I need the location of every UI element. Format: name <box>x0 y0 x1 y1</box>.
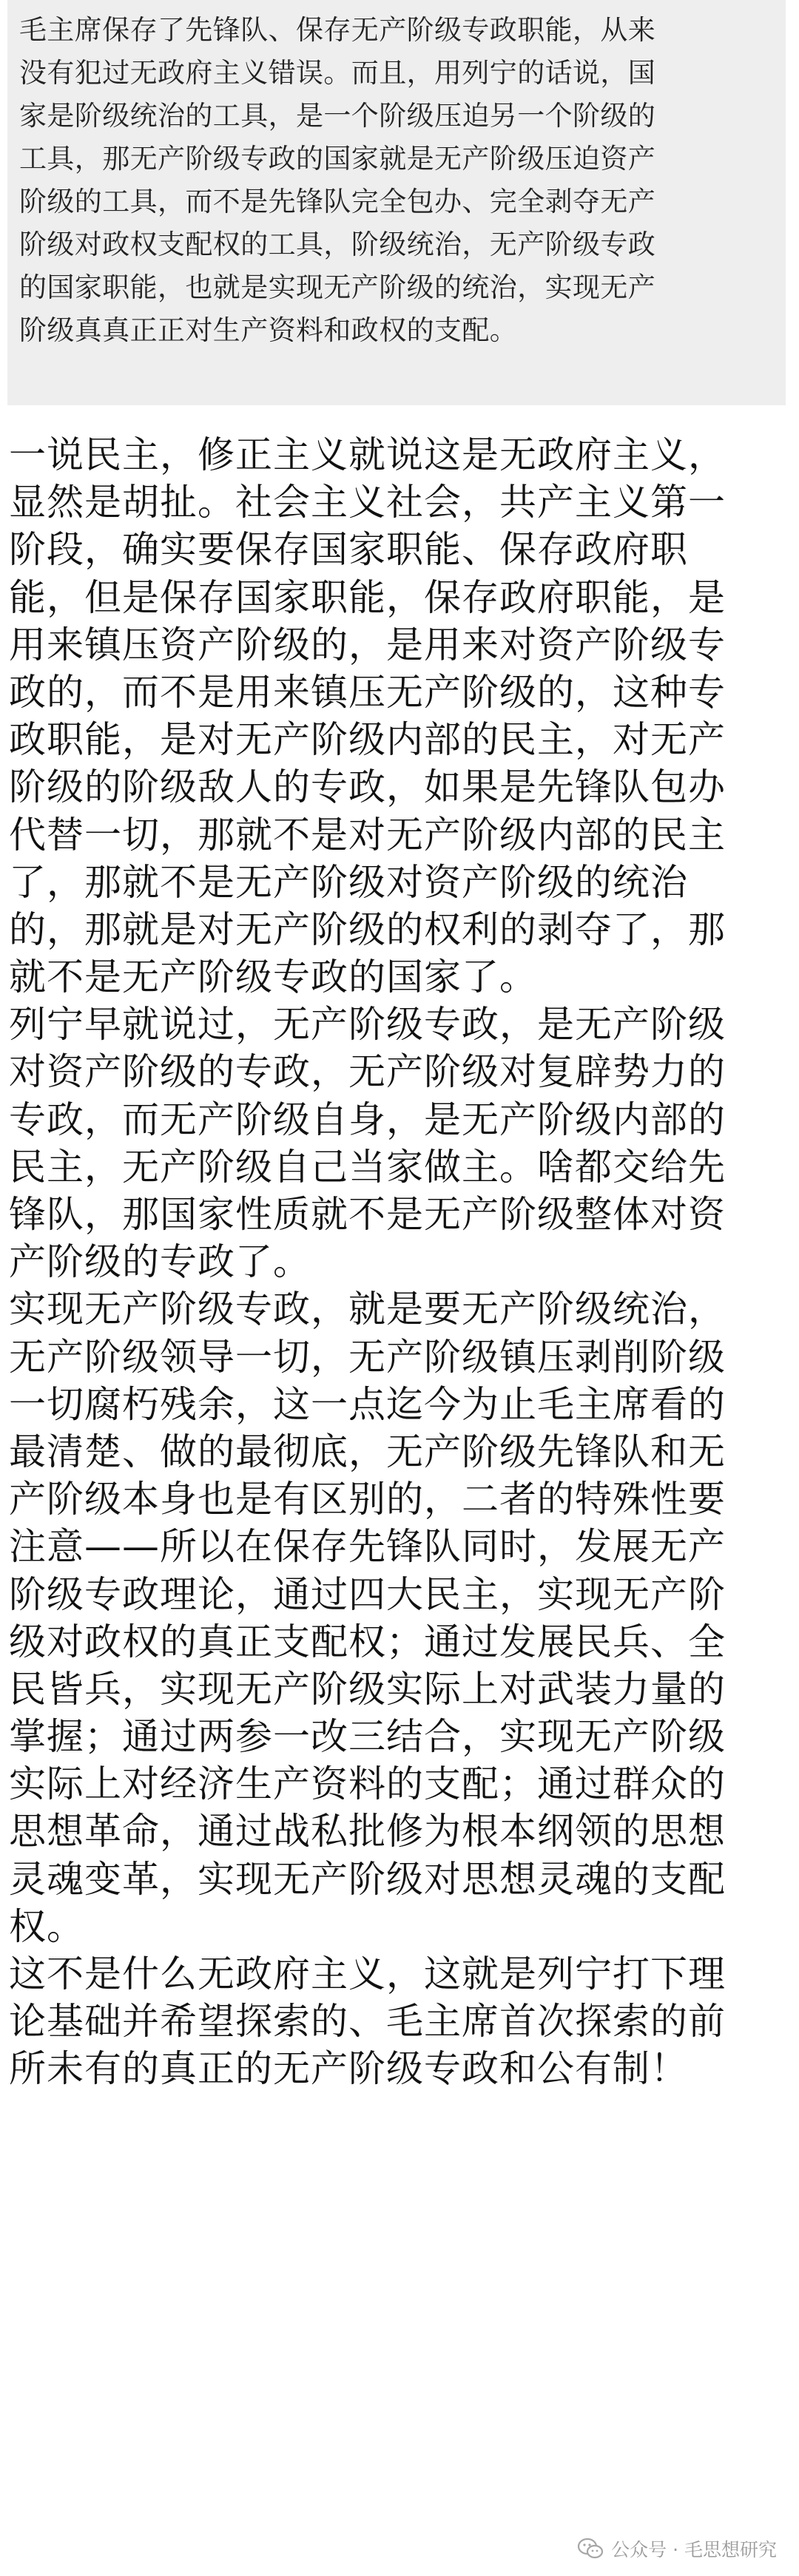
body-line: 锋队，那国家性质就不是无产阶级整体对资 <box>9 1193 726 1236</box>
body-line: 阶级的阶级敌人的专政，如果是先锋队包办 <box>9 765 726 809</box>
body-line: 实际上对经济生产资料的支配；通过群众的 <box>9 1762 726 1806</box>
body-line: 阶级专政理论，通过四大民主，实现无产阶 <box>9 1572 726 1616</box>
body-line: 掌握；通过两参一改三结合，实现无产阶级 <box>9 1715 726 1759</box>
quote-line: 阶级的工具，而不是先锋队完全包办、完全剥夺无产 <box>19 186 656 217</box>
body-line: 就不是无产阶级专政的国家了。 <box>9 956 537 999</box>
body-line: 权。 <box>9 1904 84 1948</box>
body-line: 思想革命，通过战私批修为根本纲领的思想 <box>9 1810 726 1853</box>
body-line: 灵魂变革，实现无产阶级对思想灵魂的支配 <box>9 1857 726 1901</box>
quote-line: 阶级真真正正对生产资料和政权的支配。 <box>19 314 518 346</box>
body-line: 级对政权的真正支配权；通过发展民兵、全 <box>9 1620 726 1663</box>
body-line: 代替一切，那就不是对无产阶级内部的民主 <box>9 813 726 856</box>
body-line: 实现无产阶级专政，就是要无产阶级统治， <box>9 1288 726 1331</box>
body-line: 无产阶级领导一切，无产阶级镇压剥削阶级 <box>9 1335 726 1379</box>
body-line: 产阶级本身也是有区别的，二者的特殊性要 <box>9 1478 726 1521</box>
quote-line: 没有犯过无政府主义错误。而且，用列宁的话说，国 <box>19 57 656 89</box>
quote-line: 毛主席保存了先锋队、保存无产阶级专政职能，从来 <box>19 14 656 46</box>
body-line: 产阶级的专政了。 <box>9 1240 311 1284</box>
quote-line: 工具，那无产阶级专政的国家就是无产阶级压迫资产 <box>19 143 656 175</box>
quote-line: 的国家职能，也就是实现无产阶级的统治，实现无产 <box>19 271 656 303</box>
quote-line: 家是阶级统治的工具，是一个阶级压迫另一个阶级的 <box>19 100 656 132</box>
body-line: 列宁早就说过，无产阶级专政，是无产阶级 <box>9 1003 726 1047</box>
body-line: 了，那就不是无产阶级对资产阶级的统治 <box>9 860 688 904</box>
body-line: 最清楚、做的最彻底，无产阶级先锋队和无 <box>9 1430 726 1473</box>
body-line: 这不是什么无政府主义，这就是列宁打下理 <box>9 1953 726 1995</box>
body-line: 阶段，确实要保存国家职能、保存政府职 <box>9 528 688 572</box>
body-line: 一说民主，修正主义就说这是无政府主义， <box>9 433 726 476</box>
body-line: 政的，而不是用来镇压无产阶级的，这种专 <box>9 670 726 714</box>
article-body <box>9 431 792 2093</box>
body-line: 专政，而无产阶级自身，是无产阶级内部的 <box>9 1098 726 1141</box>
body-line: 对资产阶级的专政，无产阶级对复辟势力的 <box>9 1050 726 1094</box>
wechat-official-account-icon <box>577 2538 604 2560</box>
body-line: 政职能，是对无产阶级内部的民主，对无产 <box>9 718 726 762</box>
body-line: 能，但是保存国家职能，保存政府职能，是 <box>9 575 726 619</box>
body-line: 注意——所以在保存先锋队同时，发展无产 <box>9 1525 726 1569</box>
body-line: 论基础并希望探索的、毛主席首次探索的前 <box>9 2000 726 2043</box>
watermark-text: 公众号 · 毛思想研究 <box>611 2539 777 2560</box>
body-line: 所未有的真正的无产阶级专政和公有制！ <box>9 2047 688 2091</box>
watermark <box>577 2535 777 2562</box>
body-line: 的，那就是对无产阶级的权利的剥夺了，那 <box>9 907 726 951</box>
body-line: 显然是胡扯。社会主义社会，共产主义第一 <box>9 481 726 524</box>
quote-line: 阶级对政权支配权的工具，阶级统治，无产阶级专政 <box>19 229 656 260</box>
body-line: 一切腐朽残余，这一点迄今为止毛主席看的 <box>9 1382 726 1426</box>
body-line: 用来镇压资产阶级的，是用来对资产阶级专 <box>9 623 726 666</box>
body-line: 民主，无产阶级自己当家做主。啥都交给先 <box>9 1145 726 1189</box>
quote-block <box>7 0 786 405</box>
body-line: 民皆兵，实现无产阶级实际上对武装力量的 <box>9 1667 726 1711</box>
